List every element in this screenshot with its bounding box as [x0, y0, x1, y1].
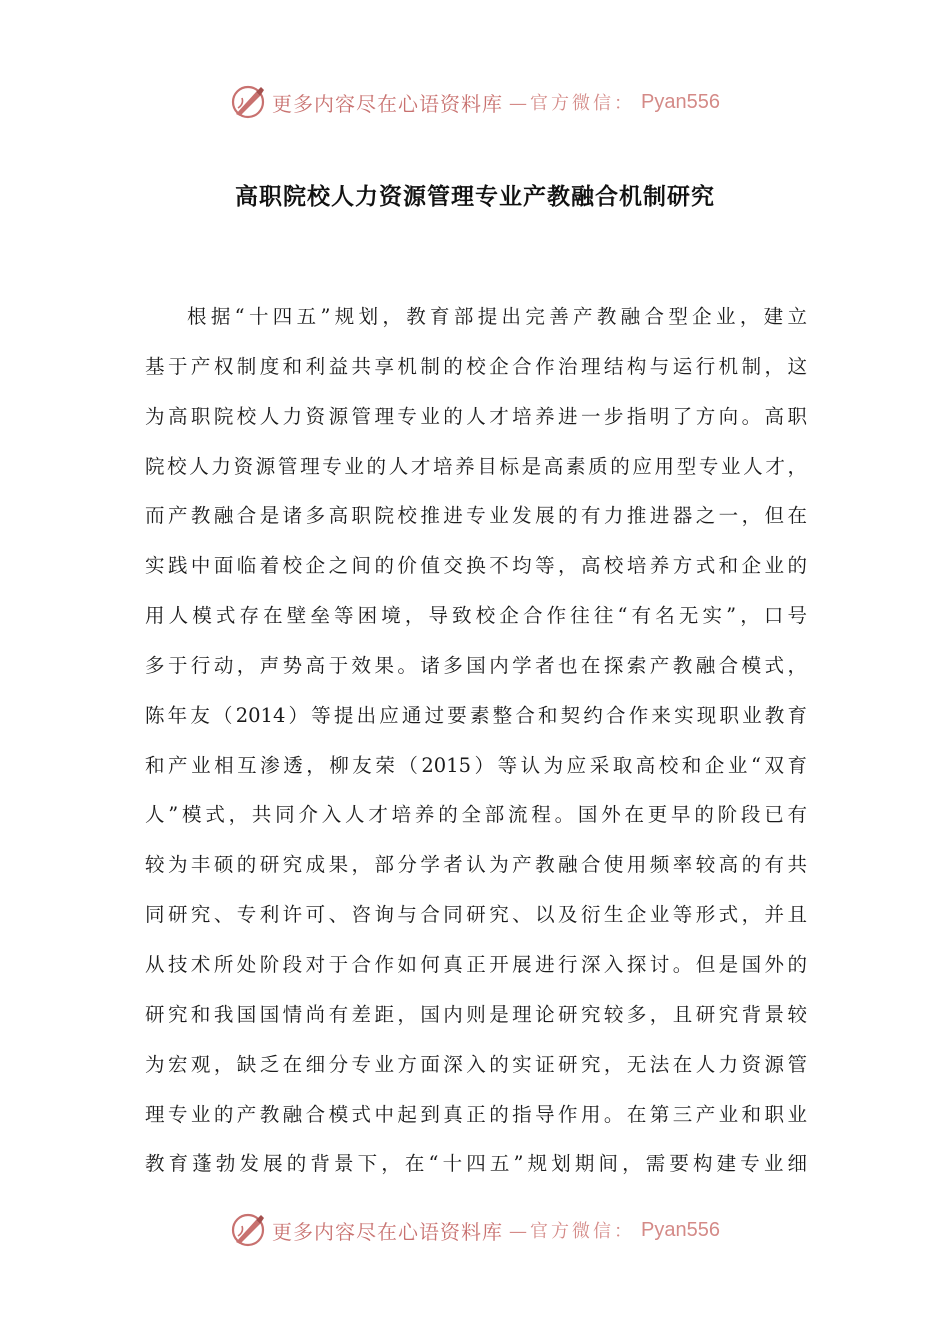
- document-title: 高职院校人力资源管理专业产教融合机制研究: [235, 183, 715, 210]
- pen-logo-icon: [230, 1212, 266, 1248]
- paragraph-line: 理专业的产教融合模式中起到真正的指导作用。在第三产业和职业: [145, 1102, 807, 1126]
- paragraph-line: 同研究、专利许可、咨询与合同研究、以及衍生企业等形式，并且: [145, 903, 807, 927]
- paragraph-line: 为高职院校人力资源管理专业的人才培养进一步指明了方向。高职: [145, 404, 807, 428]
- paragraph-line: 教育蓬勃发展的背景下，在“十四五”规划期间，需要构建专业细: [145, 1152, 807, 1176]
- header-banner-suffix: —官方微信：: [509, 93, 636, 114]
- paragraph-line: 实践中面临着校企之间的价值交换不均等，高校培养方式和企业的: [145, 554, 807, 578]
- paragraph-line: 从技术所处阶段对于合作如何真正开展进行深入探讨。但是国外的: [145, 952, 807, 976]
- body-paragraph: [145, 292, 807, 1189]
- paragraph-line: 多于行动，声势高于效果。诸多国内学者也在探索产教融合模式，: [145, 653, 807, 677]
- paragraph-line: 为宏观，缺乏在细分专业方面深入的实证研究，无法在人力资源管: [145, 1052, 807, 1076]
- paragraph-line: 院校人力资源管理专业的人才培养目标是高素质的应用型专业人才，: [145, 454, 807, 478]
- footer-banner-suffix: —官方微信：: [509, 1221, 636, 1242]
- header-wechat-id: Pyan556: [641, 90, 720, 113]
- header-banner-text: 更多内容尽在心语资料库: [272, 91, 504, 116]
- paragraph-line: 基于产权制度和利益共享机制的校企合作治理结构与运行机制，这: [145, 354, 807, 378]
- footer-wechat-id: Pyan556: [641, 1218, 720, 1241]
- paragraph-line: 研究和我国国情尚有差距，国内则是理论研究较多，且研究背景较: [145, 1002, 807, 1026]
- paragraph-line: 用人模式存在壁垒等困境，导致校企合作往往“有名无实”，口号: [145, 604, 807, 628]
- footer-banner: [0, 1210, 950, 1250]
- paragraph-line: 根据“十四五”规划，教育部提出完善产教融合型企业，建立: [187, 305, 807, 328]
- paragraph-line: 而产教融合是诸多高职院校推进专业发展的有力推进器之一，但在: [145, 504, 807, 528]
- paragraph-line: 和产业相互渗透，柳友荣（2015）等认为应采取高校和企业“双育: [145, 753, 807, 777]
- paragraph-line: 较为丰硕的研究成果，部分学者认为产教融合使用频率较高的有共: [145, 853, 807, 877]
- paragraph-line: 人”模式，共同介入人才培养的全部流程。国外在更早的阶段已有: [145, 803, 807, 827]
- pen-logo-icon: [230, 84, 266, 120]
- footer-banner-text: 更多内容尽在心语资料库: [272, 1219, 504, 1244]
- paragraph-line: 陈年友（2014）等提出应通过要素整合和契约合作来实现职业教育: [145, 703, 807, 727]
- header-banner: [0, 82, 950, 122]
